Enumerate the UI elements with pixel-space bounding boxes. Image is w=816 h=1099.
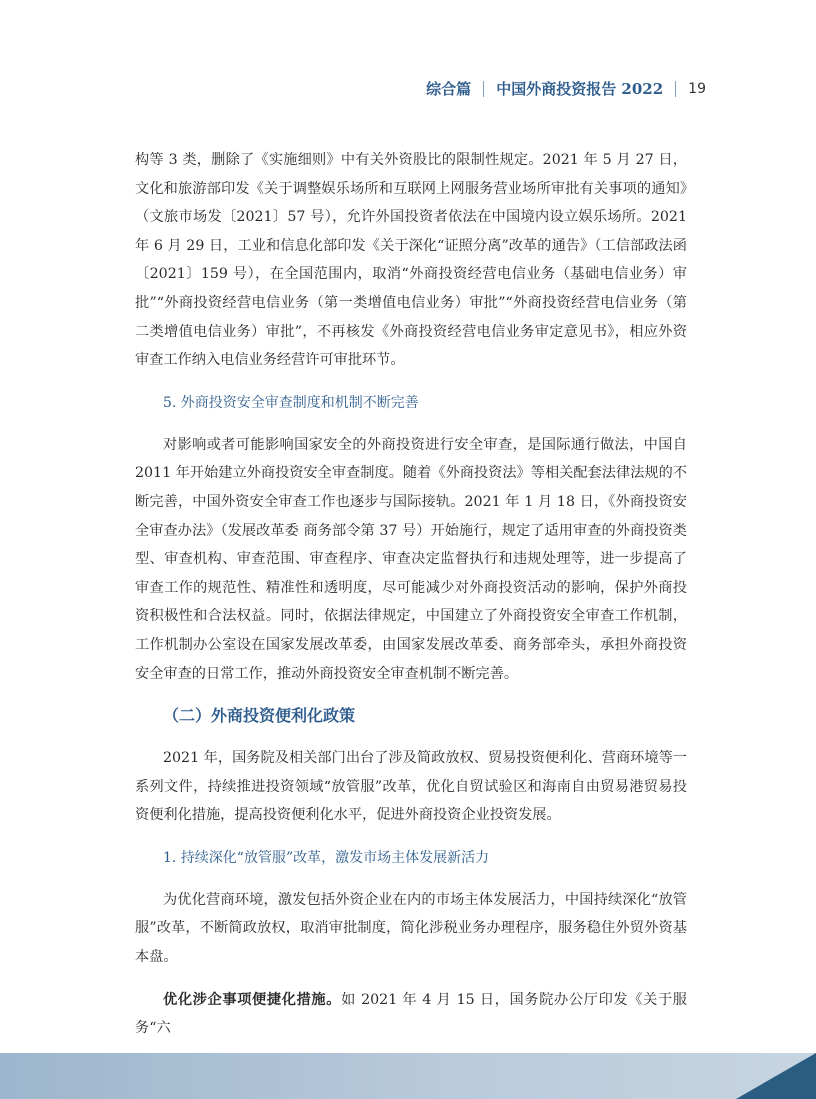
footer-accent (736, 1053, 816, 1099)
paragraph: 为优化营商环境，激发包括外资企业在内的市场主体发展活力，中国持续深化“放管服”改革，不断简政放权，取消审批制度，简化涉税业务办理程序，服务稳住外贸外资基本盘。 (135, 891, 687, 966)
page-body (135, 146, 687, 1043)
header-divider (483, 81, 484, 97)
header-divider (675, 81, 676, 97)
section-heading: （二）外商投资便利化政策 (163, 706, 356, 726)
paragraph (135, 986, 687, 1043)
paragraph: 对影响或者可能影响国家安全的外商投资进行安全审查，是国际通行做法，中国自 2011 年开始建立外商投资安全审查制度。随着《外商投资法》等相关配套法律法规的不断完善，中国外资安全审查工作也逐步与国际接轨。2021 年 1 月 18 日，《外商投资安全审查办法》（发展改革委 商务部令第 37 号）开始施行，规定了适用审查的外商投资类型、审查机构、审查范围、审查程序、审查决定监督执行和违规处理等，进一步提高了审查工作的规范性、精准性和透明度，尽可能减少对外商投资活动的影响，保护外商投资积极性和合法权益。同时，依据法律规定，中国建立了外商投资安全审查工作机制，工作机制办公室设在国家发展改革委，由国家发展改革委、商务部牵头，承担外商投资安全审查的日常工作，推动外商投资安全审查机制不断完善。 (135, 436, 687, 682)
header-report-title: 中国外商投资报告 2022 (496, 80, 664, 98)
paragraph: 构等 3 类，删除了《实施细则》中有关外资股比的限制性规定。2021 年 5 月 27 日，文化和旅游部印发《关于调整娱乐场所和互联网上网服务营业场所审批有关事项的通知》（文旅市场发〔2021〕57 号），允许外国投资者依法在中国境内设立娱乐场所。2021 年 6 月 29 日，工业和信息化部印发《关于深化“证照分离”改革的通告》（工信部政法函〔2021〕159 号），在全国范围内，取消“外商投资经营电信业务（基础电信业务）审批”“外商投资经营电信业务（第一类增值电信业务）审批”“外商投资经营电信业务（第二类增值电信业务）审批”，不再核发《外商投资经营电信业务审定意见书》，相应外资审查工作纳入电信业务经营许可审批环节。 (135, 152, 687, 369)
running-header (426, 78, 706, 99)
header-section: 综合篇 (426, 80, 472, 98)
subsection-heading: 1. 持续深化“放管服”改革，激发市场主体发展新活力 (163, 849, 490, 866)
paragraph: 2021 年，国务院及相关部门出台了涉及简政放权、贸易投资便利化、营商环境等一系列文件，持续推进投资领域“放管服”改革，优化自贸试验区和海南自由贸易港贸易投资便利化措施，提高投资便利化水平，促进外商投资企业投资发展。 (135, 750, 687, 824)
subsection-heading: 5. 外商投资安全审查制度和机制不断完善 (163, 394, 419, 411)
paragraph-lead: 优化涉企事项便捷化措施。 (163, 991, 342, 1008)
footer-band (0, 1053, 816, 1099)
page-number: 19 (688, 80, 706, 97)
paragraph-text: 如 2021 年 4 月 15 日，国务院办公厅印发《关于服务“六 (135, 991, 687, 1037)
